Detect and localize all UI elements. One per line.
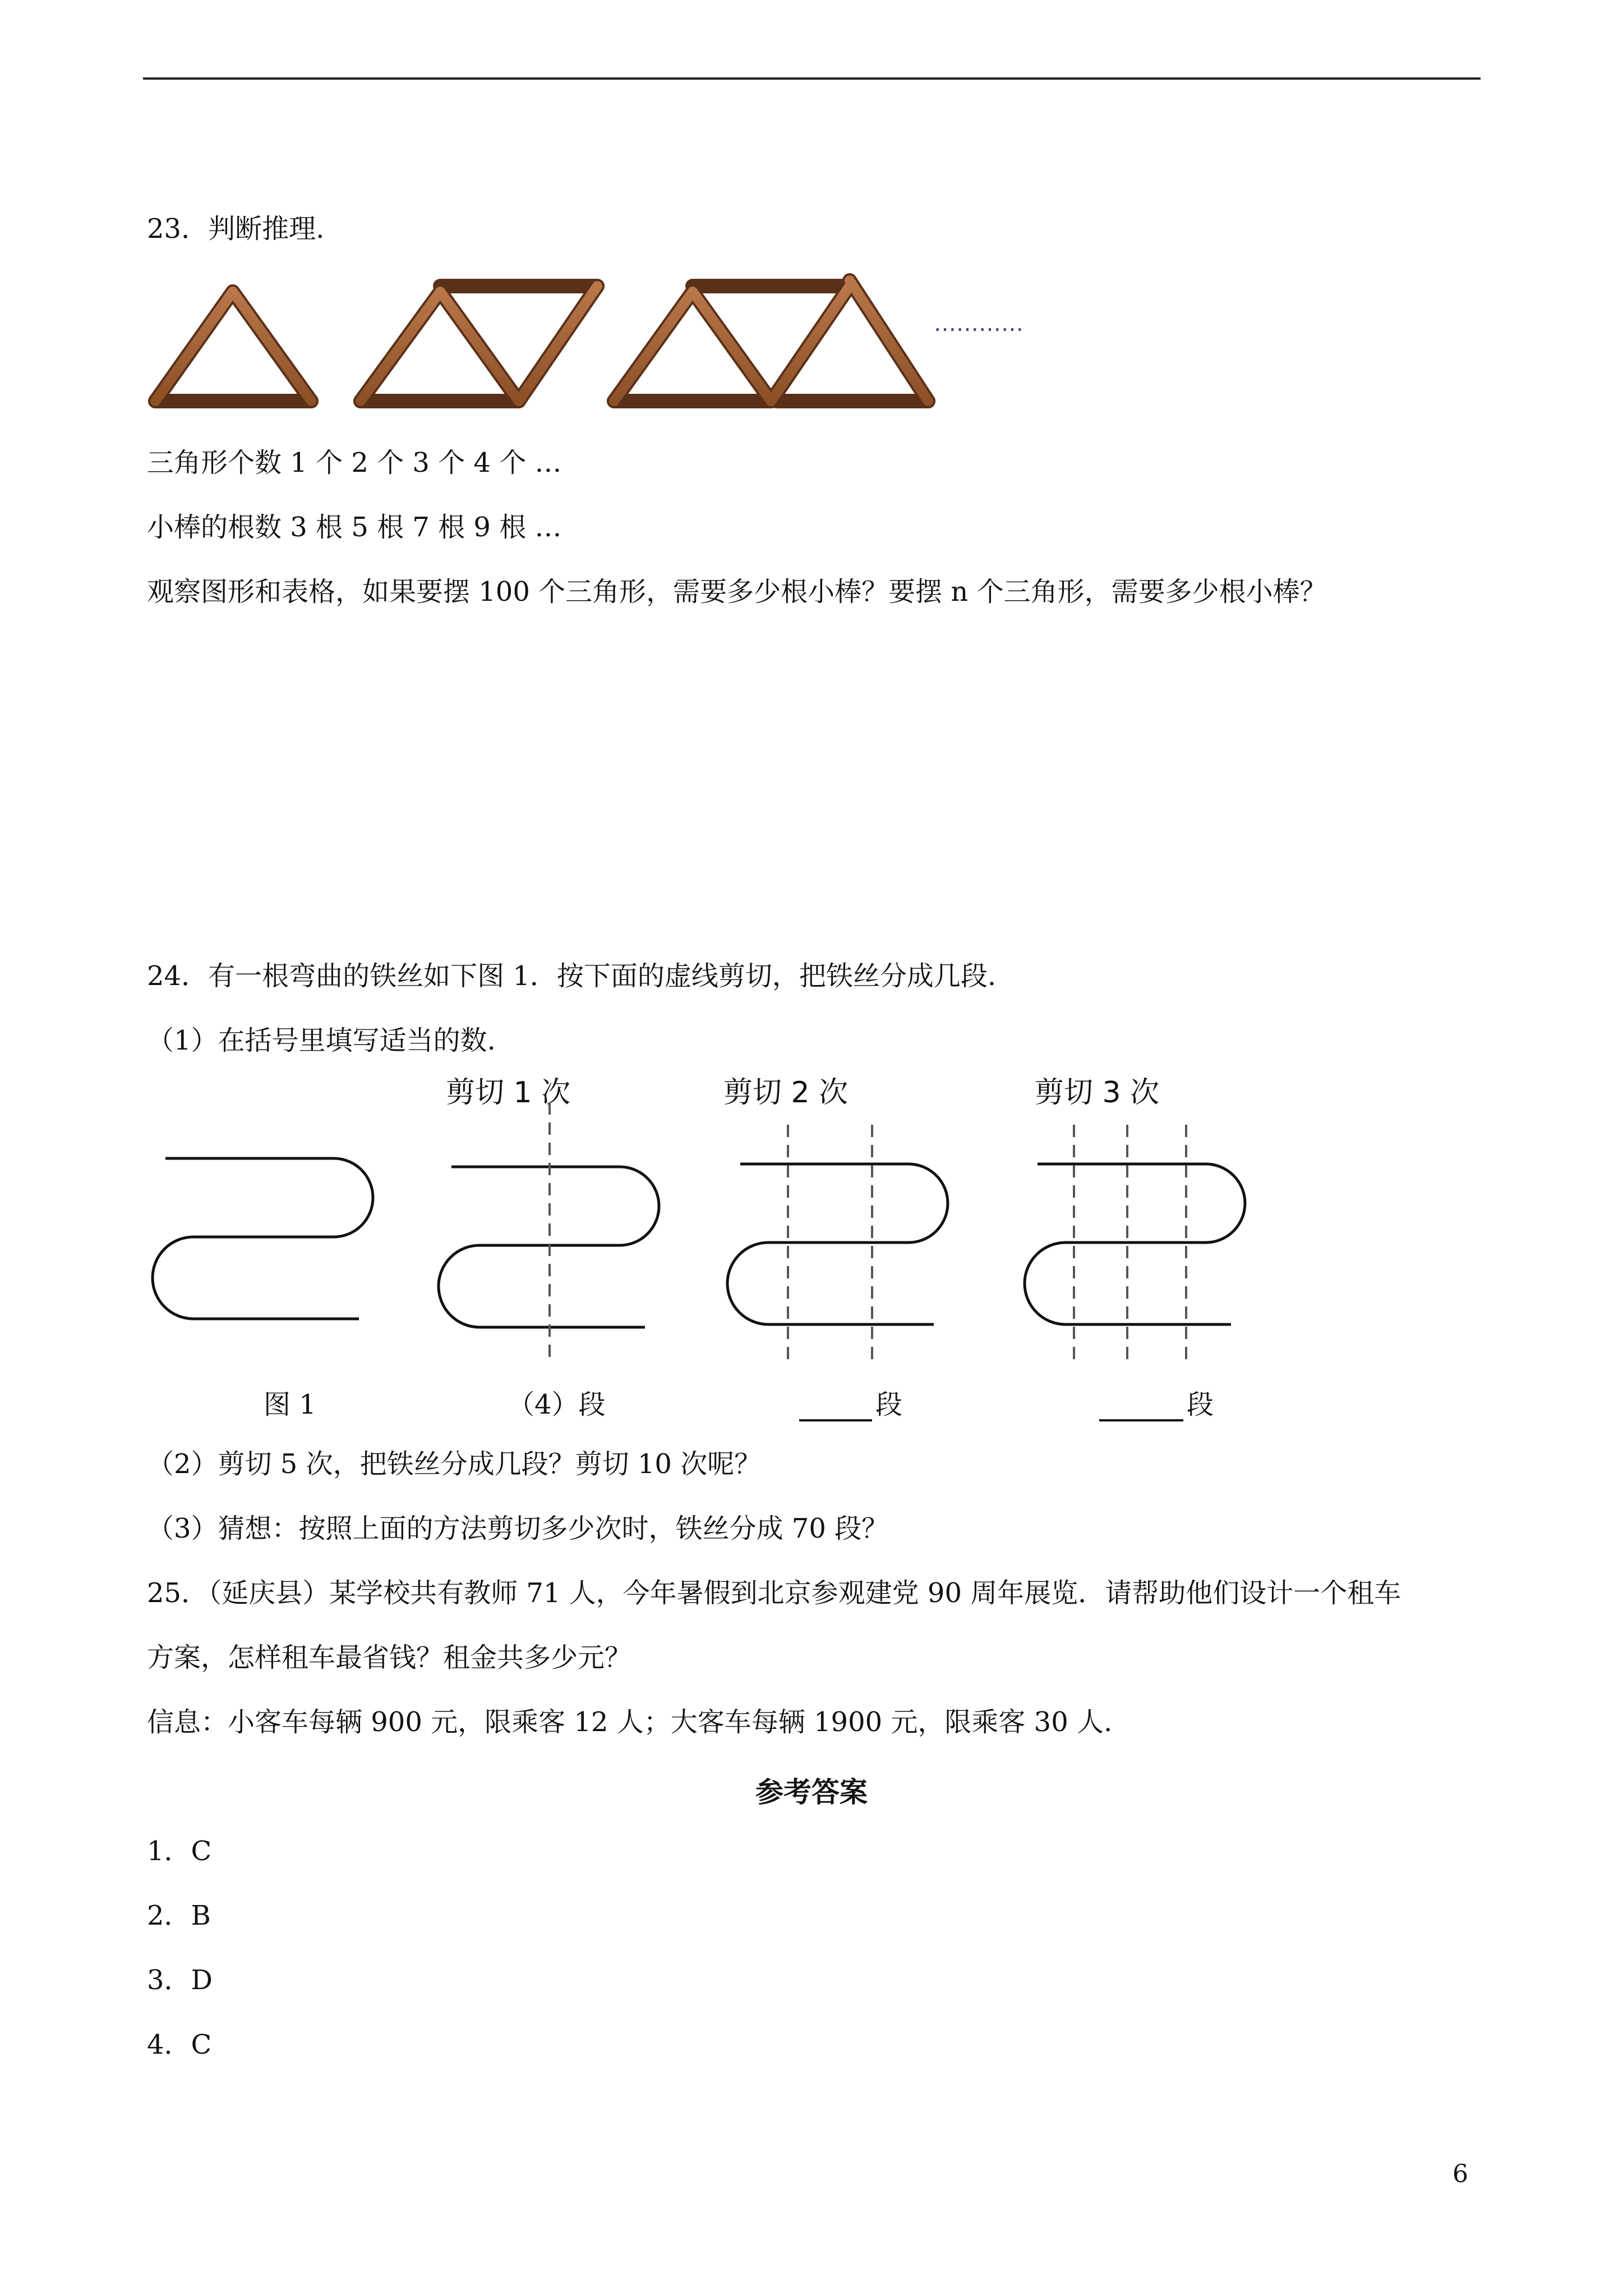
cut-label-2: 剪切 2 次 [723,1076,849,1110]
wire-cutting-figure [143,1069,1293,1383]
cut1-answer: （4）段 [508,1389,606,1420]
cut-label-3: 剪切 3 次 [1035,1076,1160,1110]
q24-part3: （3）猜想：按照上面的方法剪切多少次时，铁丝分成 70 段？ [147,1513,889,1544]
answers-heading: 参考答案 [755,1776,868,1809]
q24-title: 24．有一根弯曲的铁丝如下图 1．按下面的虚线剪切，把铁丝分成几段. [147,960,997,992]
fig1-label: 图 1 [264,1389,316,1420]
q25-line2: 方案，怎样租车最省钱？租金共多少元？ [147,1642,632,1673]
page-number: 6 [1453,2160,1468,2188]
answer-blank [1099,1395,1183,1421]
q24-part1: （1）在括号里填写适当的数. [147,1025,496,1056]
q25-line1: 25．（延庆县）某学校共有教师 71 人，今年暑假到北京参观建党 90 周年展览．请帮助他们设计一个租车 [147,1577,1401,1609]
answer-item: 3．D [147,1964,213,1996]
q23-title: 23．判断推理. [147,213,325,245]
answer-item: 2．B [147,1900,211,1931]
wire-cut-3 [1025,1164,1245,1324]
q23-triangle-count-row: 三角形个数 1 个 2 个 3 个 4 个 … [147,447,562,478]
cut2-answer: 段 [799,1383,902,1421]
wire-cut-2 [727,1164,948,1324]
q23-question: 观察图形和表格，如果要摆 100 个三角形，需要多少根小棒？要摆 n 个三角形，需要多少根小棒？ [147,576,1327,608]
cut3-answer: 段 [1099,1383,1214,1421]
q25-info: 信息：小客车每辆 900 元，限乘客 12 人；大客车每辆 1900 元，限乘客 30 人. [147,1706,1113,1738]
header-rule [143,77,1481,80]
q24-part2: （2）剪切 5 次，把铁丝分成几段？剪切 10 次呢？ [147,1448,762,1480]
triangle-sticks-figure [143,269,1096,426]
answer-blank [799,1395,872,1421]
continuation-dots: ………… [934,311,1023,337]
q23-stick-count-row: 小棒的根数 3 根 5 根 7 根 9 根 … [147,512,562,543]
cut-label-1: 剪切 1 次 [446,1076,571,1110]
answer-item: 1．C [147,1835,212,1867]
answer-item: 4．C [147,2029,212,2060]
wire-figure-1 [153,1158,373,1319]
